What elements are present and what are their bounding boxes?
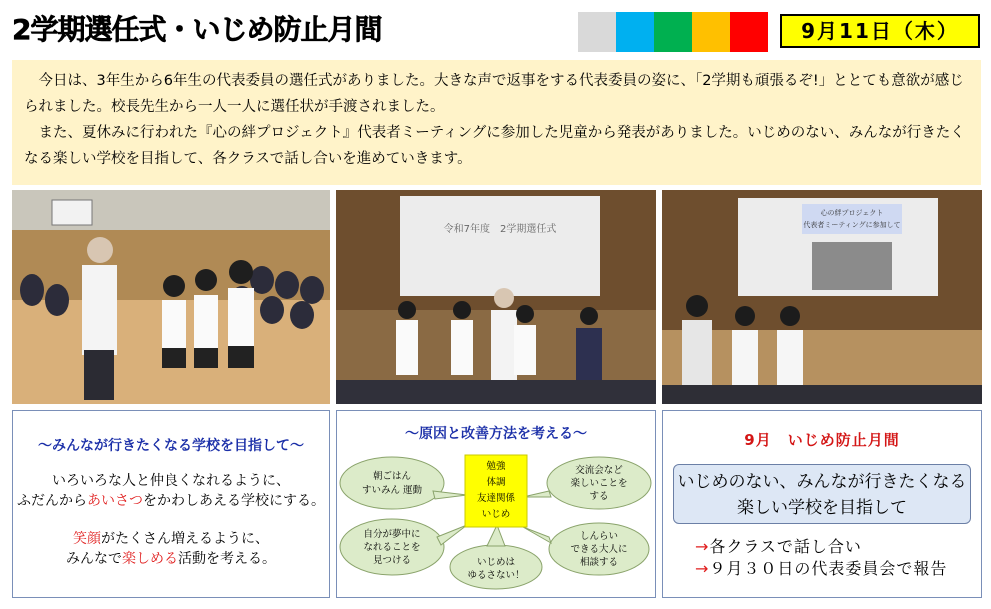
intro-text: [12, 60, 981, 185]
goal-line-3-highlight: 笑顔: [73, 531, 101, 547]
slide-heading-line2: 代表者ミーティングに参加して: [803, 221, 901, 229]
slide-heading-line1: 心の絆プロジェクト: [820, 209, 884, 217]
center-item-3: 友達関係: [476, 493, 516, 504]
bubble-4-line-1: いじめは: [476, 557, 516, 568]
bubble-2-line-1: 交流会など: [575, 465, 623, 476]
center-item-4: いじめ: [481, 509, 511, 520]
month-box: [662, 410, 982, 598]
date-label: 9月11日（木）: [780, 14, 980, 48]
arrow-icon: →: [695, 537, 710, 556]
bubble-5-line-2: できる大人に: [570, 544, 628, 555]
month-goal-panel: [673, 464, 971, 524]
month-goal-line-2: 楽しい学校を目指して: [737, 498, 907, 518]
bubble-3-line-1: 自分が夢中に: [363, 529, 421, 540]
page-title: 2学期選任式・いじめ防止月間: [12, 13, 382, 46]
bubble-3-line-3: 見つける: [372, 555, 412, 566]
action-item-1: [695, 536, 981, 558]
goal-box-text: [13, 471, 329, 569]
month-action-list: [695, 536, 981, 580]
bubble-2-line-2: 楽しいことを: [570, 478, 628, 489]
slide-title: 令和7年度 2学期選任式: [443, 224, 557, 235]
swatch-green: [654, 12, 692, 52]
month-box-title: 9月 いじめ防止月間: [744, 431, 900, 449]
photo-gym-ceremony: [12, 190, 330, 404]
idea-box-title: ～原因と改善方法を考える～: [405, 426, 587, 442]
goal-line-4-post: 活動を考える。: [178, 551, 276, 567]
goal-line-2-pre: ふだんから: [17, 493, 87, 509]
goal-box: [12, 410, 330, 598]
goal-line-4-pre: みんなで: [66, 551, 122, 567]
action-item-2-text: ９月３０日の代表委員会で報告: [709, 559, 948, 578]
goal-box-title: ～みんなが行きたくなる学校を目指して～: [38, 438, 304, 454]
action-item-1-text: 各クラスで話し合い: [709, 537, 862, 556]
goal-line-4-highlight: 楽しめる: [122, 551, 178, 567]
swatch-orange: [692, 12, 730, 52]
goal-line-1: いろいろな人と仲良くなれるように、: [52, 473, 290, 489]
idea-box: [336, 410, 656, 598]
bubble-5-line-3: 相談する: [579, 557, 619, 568]
goal-line-2-highlight: あいさつ: [87, 493, 143, 509]
color-swatch-bar: [578, 12, 768, 52]
idea-diagram: [337, 445, 655, 595]
bubble-5-line-1: しんらい: [579, 531, 619, 542]
photo-project-presentation: [662, 190, 982, 404]
intro-paragraph-2: また、夏休みに行われた『心の絆プロジェクト』代表者ミーティングに参加した児童から発表がありました。いじめのない、みんなが行きたくなる楽しい学校を目指して、各クラスで話し合いを進めていきます。: [24, 125, 965, 167]
goal-line-3-post: がたくさん増えるように、: [101, 531, 269, 547]
bubble-1-line-1: 朝ごはん: [372, 471, 412, 482]
goal-line-4: [13, 549, 329, 569]
center-item-2: 体調: [486, 477, 506, 488]
intro-paragraph-1: 今日は、3年生から6年生の代表委員の選任式がありました。大きな声で返事をする代表委員の姿に、「2学期も頑張るぞ!」ととても意欲が感じられました。校長先生から一人一人に選任状が手渡されました。: [24, 73, 964, 115]
bubble-1-line-2: すいみん 運動: [361, 485, 423, 496]
photo-stage-slide: [336, 190, 656, 404]
month-goal-line-1: いじめのない、みんなが行きたくなる: [677, 472, 967, 492]
bubble-3-line-2: なれることを: [363, 542, 421, 553]
goal-line-2-post: をかわしあえる学校にする。: [143, 493, 325, 509]
center-item-1: 勉強: [486, 461, 506, 472]
bubble-2-line-3: する: [589, 491, 609, 502]
swatch-blue: [616, 12, 654, 52]
arrow-icon: →: [695, 559, 710, 578]
goal-line-2: [13, 491, 329, 511]
swatch-gray: [578, 12, 616, 52]
swatch-red: [730, 12, 768, 52]
action-item-2: [695, 558, 981, 580]
goal-line-3: [13, 529, 329, 549]
bubble-4-line-2: ゆるさない！: [467, 570, 525, 581]
